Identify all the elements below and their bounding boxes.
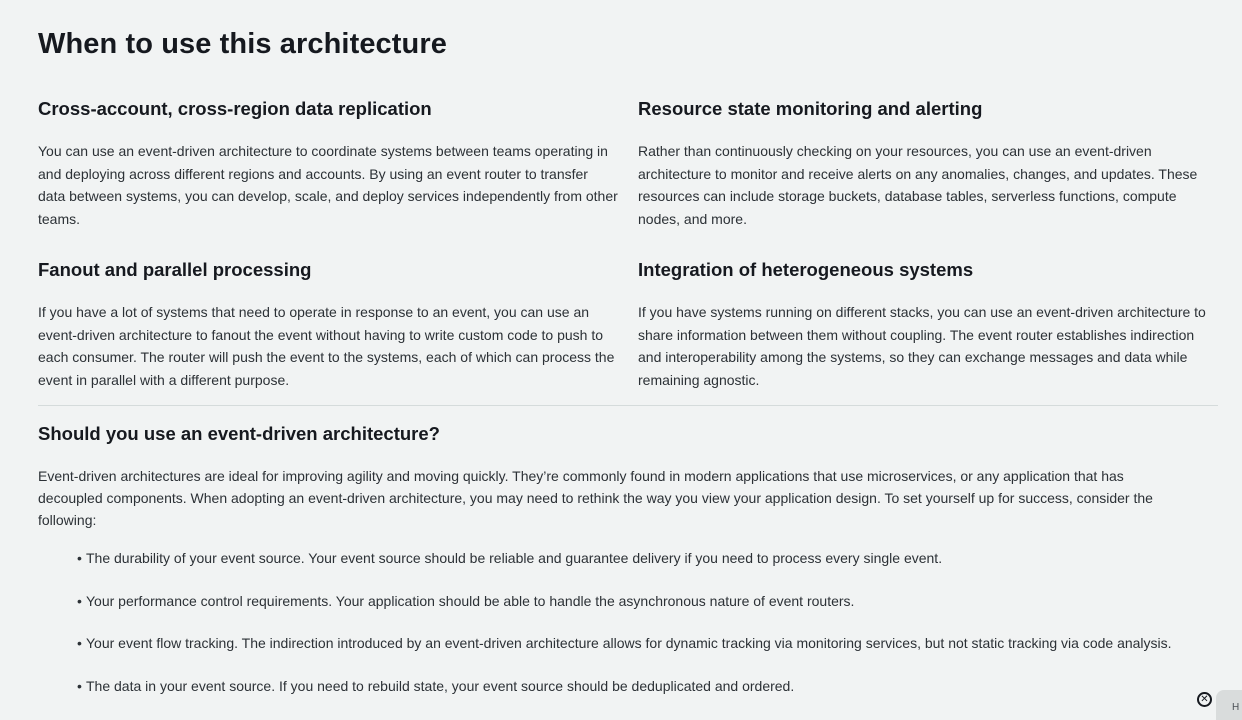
bullet-icon: • xyxy=(77,550,82,566)
use-case-card xyxy=(38,98,618,230)
use-case-body: If you have a lot of systems that need to operate in response to an event, you can use an event-driven architecture to fanout the event without having to write custom code to push to each consumer. The router will push the event to the systems, each of which can process the event in parallel with a different purpose. xyxy=(38,304,615,388)
use-case-title: Fanout and parallel processing xyxy=(38,259,312,280)
list-item xyxy=(77,590,1218,633)
list-item-text: Your event flow tracking. The indirection introduced by an event-driven architecture allows for dynamic tracking via monitoring services, but not static tracking via code analysis. xyxy=(86,635,1172,651)
use-case-title: Integration of heterogeneous systems xyxy=(638,259,974,280)
list-item-text: Your performance control requirements. Your application should be able to handle the asynchronous nature of event routers. xyxy=(86,592,855,609)
list-item xyxy=(77,547,1218,590)
close-circle-icon[interactable]: ✕ xyxy=(1197,692,1212,707)
use-case-card xyxy=(638,259,1218,391)
section-title: Should you use an event-driven architecture? xyxy=(38,423,440,444)
page-title: When to use this architecture xyxy=(38,28,447,60)
use-case-body: Rather than continuously checking on your resources, you can use an event-driven architecture to monitor and receive alerts on any anomalies, changes, and updates. These resources can include storage buckets, database tables, serverless functions, compute nodes, and more. xyxy=(638,143,1198,227)
section-divider xyxy=(38,405,1218,406)
use-case-card xyxy=(638,98,1218,230)
use-case-card xyxy=(38,259,618,391)
bullet-icon: • xyxy=(77,592,82,609)
list-item-text: The durability of your event source. Your event source should be reliable and guarantee delivery if you need to process every single event. xyxy=(86,550,943,566)
bullet-icon: • xyxy=(77,677,82,694)
use-case-body: If you have systems running on different stacks, you can use an event-driven architecture to share information between them without coupling. The event router establishes indirection and interoperability among the systems, so they can exchange messages and data while remaining agnostic. xyxy=(638,304,1206,388)
list-item xyxy=(77,675,1218,718)
help-tab-button[interactable]: H xyxy=(1216,690,1242,720)
use-case-body: You can use an event-driven architecture to coordinate systems between teams operating in and deploying across different regions and accounts. By using an event router to transfer data between systems, you can develop, scale, and deploy services independently from other teams. xyxy=(38,143,618,227)
use-case-title: Cross-account, cross-region data replication xyxy=(38,98,432,119)
should-you-use-section xyxy=(38,423,1218,717)
list-item xyxy=(77,632,1218,675)
bullet-icon: • xyxy=(77,635,82,651)
use-case-title: Resource state monitoring and alerting xyxy=(638,98,983,119)
considerations-list xyxy=(38,547,1218,717)
section-intro: Event-driven architectures are ideal for improving agility and moving quickly. They’re commonly found in modern applications that use microservices, or any application that has decoupled components. When adopting an event-driven architecture, you may need to rethink the way you view your application design. To set yourself up for success, consider the following: xyxy=(38,468,1153,528)
list-item-text: The data in your event source. If you need to rebuild state, your event source should be deduplicated and ordered. xyxy=(86,677,795,694)
